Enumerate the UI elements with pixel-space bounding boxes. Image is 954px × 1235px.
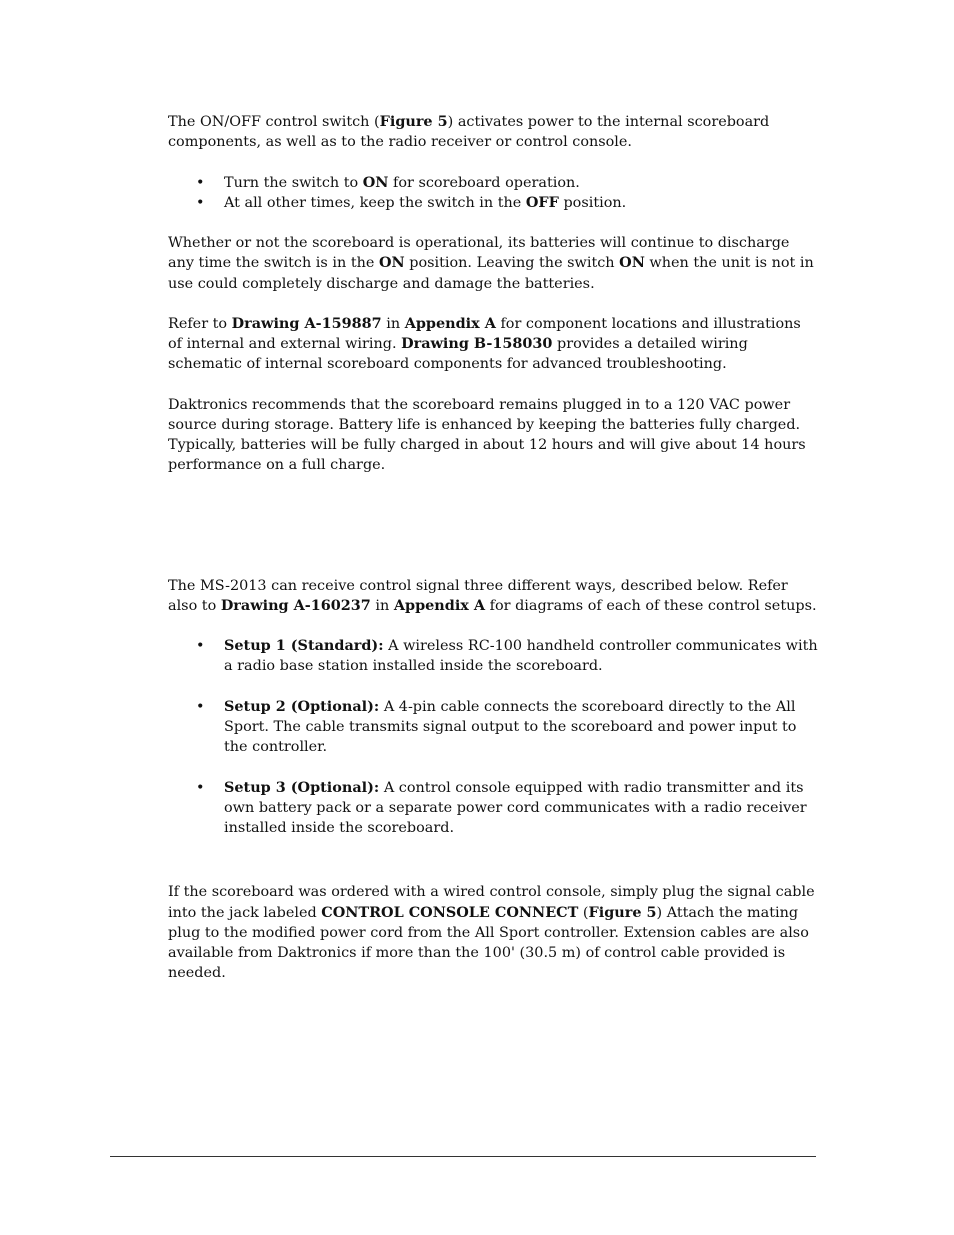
text-run: Daktronics recommends that the scoreboard remains plugged in to a 120 VAC power source during storage. Battery life is enhanced by keeping the batteries fully charged. Typically, batteries will be fully charged in about 12 hours and will give about 14 hours performance on a full charge. (168, 396, 806, 474)
text-run: The ON/OFF control switch ( (168, 114, 380, 130)
bold-text-run: Figure 5 (379, 113, 448, 130)
list-item (168, 636, 818, 676)
text-run: Whether or not the scoreboard is operational, its batteries will continue to discharge any time the switch is in the (168, 235, 790, 272)
control-signal-intro-paragraph (168, 576, 818, 616)
list-item (168, 193, 818, 213)
text-run: A 4-pin cable connects the scoreboard directly to the All Sport. The cable transmits signal output to the scoreboard and power input to the controller. (224, 698, 797, 756)
document-body (168, 112, 818, 983)
list-item (168, 697, 818, 758)
text-run: for scoreboard operation. (388, 174, 580, 191)
bold-text-run: Figure 5 (588, 903, 657, 921)
bold-text-run: Drawing A-160237 (220, 596, 371, 614)
onoff-intro-paragraph (168, 112, 818, 152)
text-run: ( (578, 904, 589, 921)
bold-text-run: Setup 1 (Standard): (224, 637, 384, 655)
text-run: position. Leaving the switch (404, 255, 620, 272)
battery-discharge-paragraph (168, 233, 818, 294)
text-run: A control console equipped with radio transmitter and its own battery pack or a separate power cord communicates with a radio receiver installed inside the scoreboard. (224, 779, 807, 836)
text-run: At all other times, keep the switch in the (224, 194, 526, 211)
bold-text-run: CONTROL CONSOLE CONNECT (321, 903, 579, 921)
text-run: Refer to (168, 315, 232, 332)
text-run: provides a detailed wiring schematic of internal scoreboard components for advanced troubleshooting. (168, 336, 748, 373)
wired-console-paragraph (168, 882, 818, 983)
drawing-reference-paragraph (168, 314, 818, 375)
bold-text-run: OFF (525, 193, 559, 211)
text-run: for diagrams of each of these control setups. (485, 597, 817, 614)
text-run: in (370, 597, 394, 614)
bold-text-run: ON (619, 254, 645, 272)
text-run: ) activates power to the internal scoreboard components, as well as to the radio receiver or control console. (168, 114, 770, 151)
bold-text-run: Setup 2 (Optional): (224, 697, 380, 715)
bold-text-run: Appendix A (404, 314, 496, 332)
list-item (168, 173, 818, 193)
bold-text-run: Setup 3 (Optional): (224, 778, 380, 796)
bold-text-run: ON (378, 254, 405, 272)
text-run: The MS-2013 can receive control signal three different ways, described below. Refer also to (168, 577, 788, 614)
text-run: Turn the switch to (224, 174, 363, 191)
bold-text-run: Drawing B-158030 (401, 335, 553, 353)
bold-text-run: Drawing A-159887 (231, 314, 382, 332)
text-run: position. (558, 194, 627, 211)
storage-charging-paragraph (168, 395, 818, 476)
list-item (168, 778, 818, 839)
text-run: A wireless RC-100 handheld controller communicates with a radio base station installed inside the scoreboard. (224, 638, 818, 675)
bold-text-run: ON (362, 173, 389, 191)
onoff-bullet-list (168, 173, 818, 213)
text-run: ) Attach the mating plug to the modified power cord from the All Sport controller. Extension cables are also available from Daktronics if more than the 100' (30.5 m) of control cable provided is needed. (168, 904, 809, 982)
text-run: when the unit is not in use could completely discharge and damage the batteries. (168, 255, 814, 292)
footer-divider (110, 1156, 816, 1157)
text-run: for component locations and illustrations of internal and external wiring. (168, 315, 801, 353)
text-run: in (381, 315, 405, 332)
control-setups-list (168, 636, 818, 838)
text-run: If the scoreboard was ordered with a wired control console, simply plug the signal cable into the jack labeled (168, 884, 815, 921)
bold-text-run: Appendix A (393, 596, 486, 614)
